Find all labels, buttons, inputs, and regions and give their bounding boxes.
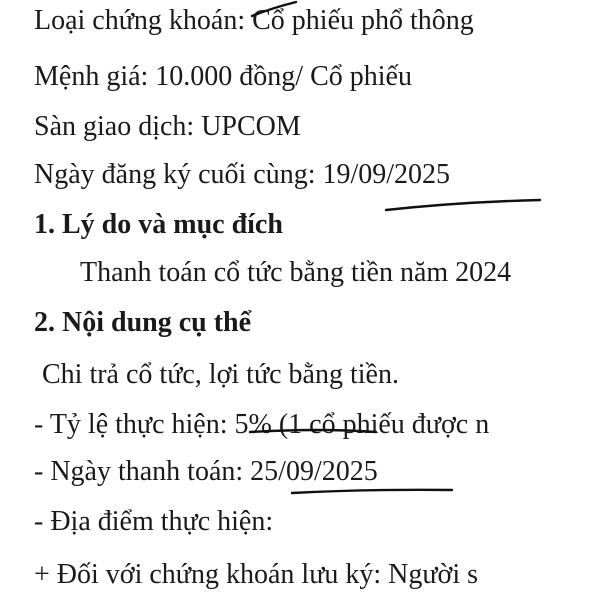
record-date-underline (386, 200, 540, 210)
security-type-line: Loại chứng khoán: Cổ phiếu phổ thông (34, 5, 474, 36)
record-date-line: Ngày đăng ký cuối cùng: 19/09/2025 (34, 159, 451, 190)
section-2-heading: 2. Nội dung cụ thể (34, 307, 252, 338)
section-1-heading: 1. Lý do và mục đích (34, 209, 283, 240)
payment-date-underline (292, 490, 452, 493)
location-line: - Địa điểm thực hiện: (34, 506, 274, 537)
custody-line: + Đối với chứng khoán lưu ký: Người s (34, 559, 479, 590)
par-value-line: Mệnh giá: 10.000 đồng/ Cổ phiếu (34, 61, 412, 92)
section-1-body: Thanh toán cổ tức bằng tiền năm 2024 (80, 257, 512, 288)
payment-date-line: - Ngày thanh toán: 25/09/2025 (34, 456, 378, 487)
section-2-intro: Chi trả cổ tức, lợi tức bằng tiền. (42, 359, 399, 390)
exchange-line: Sàn giao dịch: UPCOM (34, 111, 301, 142)
ratio-line: - Tỷ lệ thực hiện: 5% (1 cổ phiếu được n (34, 409, 490, 440)
